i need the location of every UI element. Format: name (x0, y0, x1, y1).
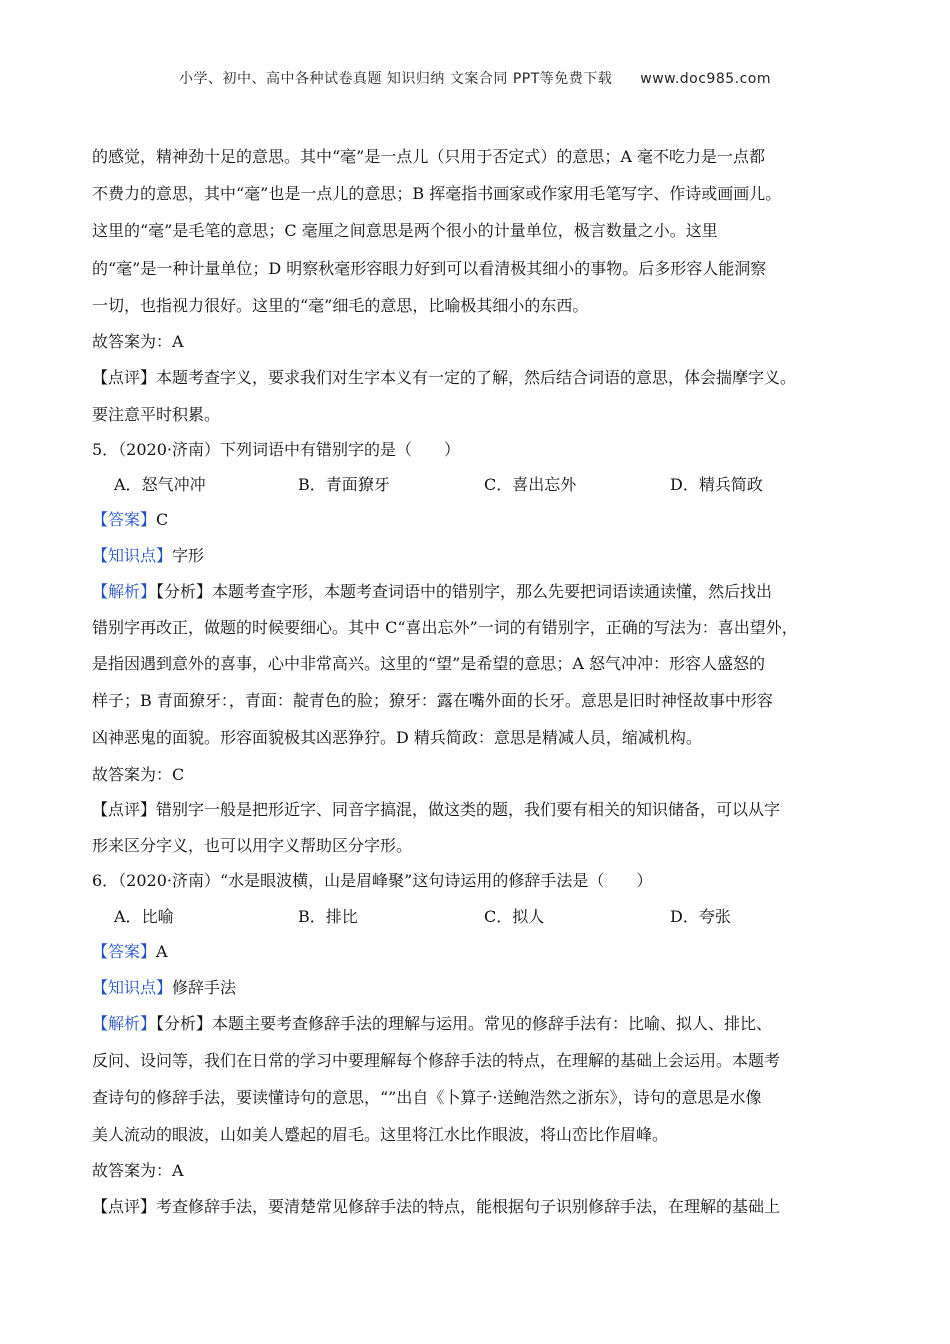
q5-comment-line: 形来区分字义，也可以用字义帮助区分字形。 (92, 836, 413, 855)
q5-option-b (298, 474, 390, 496)
comment-line (92, 367, 796, 389)
analysis-text: 【分析】本题考查字形，本题考查词语中的错别字，那么先要把词语读通读懂，然后找出 (156, 582, 773, 601)
option-letter: C． (484, 475, 513, 494)
q5-option-a (114, 474, 206, 496)
q6-analysis-line: 美人流动的眼波，山如美人蹙起的眉毛。这里将江水比作眼波，将山峦比作眉峰。 (92, 1125, 669, 1144)
knowledge-tag: 【知识点】 (92, 546, 173, 565)
q5-analysis-line: 样子；B 青面獠牙：，青面：靛青色的脸；獠牙：露在嘴外面的长牙。意思是旧时神怪故事中形容 (92, 691, 773, 710)
option-text: 精兵简政 (698, 475, 763, 494)
q6-analysis-line: 反问、设问等，我们在日常的学习中要理解每个修辞手法的特点，在理解的基础上会运用。本题考 (92, 1051, 781, 1070)
body-line: 不费力的意思，其中“毫”也是一点儿的意思；B 挥毫指书画家或作家用毛笔写字、作诗或画画儿。 (92, 184, 782, 203)
comment-text: 本题考查字义，要求我们对生字本义有一定的了解，然后结合词语的意思，体会揣摩字义。 (156, 368, 797, 387)
answer-tag: 【答案】 (92, 510, 157, 529)
q6-comment-line (92, 1196, 780, 1218)
comment-tag: 【点评】 (92, 368, 157, 387)
analysis-text: 【分析】本题主要考查修辞手法的理解与运用。常见的修辞手法有：比喻、拟人、排比、 (156, 1014, 773, 1033)
option-text: 青面獠牙 (325, 475, 390, 494)
header-site: www.doc985.com (640, 71, 772, 87)
option-letter: B． (298, 907, 326, 926)
q6-analysis-line (92, 1013, 772, 1035)
option-letter: D． (670, 475, 699, 494)
option-text: 夸张 (698, 907, 731, 926)
body-line: 这里的“毫”是毛笔的意思；C 毫厘之间意思是两个很小的计量单位，极言数量之小。这里 (92, 221, 718, 240)
q5-analysis-line (92, 581, 772, 603)
q6-final-answer: 故答案为：A (92, 1161, 184, 1180)
question-5-stem: 5．（2020·济南）下列词语中有错别字的是（ ） (92, 440, 460, 459)
body-line: 的感觉，精神劲十足的意思。其中“毫”是一点儿（只用于否定式）的意思；A 毫不吃力是一点都 (92, 147, 766, 166)
q5-analysis-line: 凶神恶鬼的面貌。形容面貌极其凶恶狰狞。D 精兵简政：意思是精减人员，缩减机构。 (92, 728, 702, 747)
body-line: 一切，也指视力很好。这里的“毫”细毛的意思，比喻极其细小的东西。 (92, 296, 589, 315)
q6-option-b (298, 906, 358, 928)
analysis-tag: 【解析】 (92, 582, 157, 601)
comment-tag: 【点评】 (92, 800, 157, 819)
q5-analysis-line: 错别字再改正，做题的时候要细心。其中 C“喜出忘外”一词的有错别字，正确的写法为：喜出望外， (92, 618, 798, 637)
option-letter: A． (114, 907, 142, 926)
answer-value: A (156, 942, 168, 961)
answer-value: C (156, 510, 169, 529)
option-letter: D． (670, 907, 699, 926)
question-6-stem: 6．（2020·济南）“水是眼波横，山是眉峰聚”这句诗运用的修辞手法是（ ） (92, 871, 653, 890)
option-letter: B． (298, 475, 326, 494)
header-text: 小学、初中、高中各种试卷真题 知识归纳 文案合同 PPT等免费下载 (178, 71, 613, 87)
q6-answer (92, 941, 168, 963)
option-letter: C． (484, 907, 513, 926)
knowledge-tag: 【知识点】 (92, 978, 173, 997)
q6-analysis-line: 查诗句的修辞手法，要读懂诗句的意思，“”出自《卜算子·送鲍浩然之浙东》，诗句的意思是水像 (92, 1088, 762, 1107)
option-text: 比喻 (141, 907, 174, 926)
option-letter: A． (114, 475, 142, 494)
option-text: 排比 (325, 907, 358, 926)
q6-knowledge (92, 977, 236, 999)
knowledge-value: 修辞手法 (172, 978, 237, 997)
comment-line: 要注意平时积累。 (92, 405, 221, 424)
q6-option-d (670, 906, 731, 928)
option-text: 怒气冲冲 (141, 475, 206, 494)
option-text: 拟人 (512, 907, 545, 926)
q5-final-answer: 故答案为：C (92, 765, 185, 784)
answer-line: 故答案为：A (92, 332, 184, 351)
q5-option-c (484, 474, 576, 496)
q6-option-c (484, 906, 544, 928)
answer-tag: 【答案】 (92, 942, 157, 961)
comment-text: 考查修辞手法，要清楚常见修辞手法的特点，能根据句子识别修辞手法，在理解的基础上 (156, 1197, 781, 1216)
option-text: 喜出忘外 (512, 475, 577, 494)
q6-option-a (114, 906, 174, 928)
comment-text: 错别字一般是把形近字、同音字搞混，做这类的题，我们要有相关的知识储备，可以从字 (156, 800, 781, 819)
knowledge-value: 字形 (172, 546, 205, 565)
q5-knowledge (92, 545, 204, 567)
page-header (0, 68, 950, 88)
comment-tag: 【点评】 (92, 1197, 157, 1216)
q5-answer (92, 509, 168, 531)
analysis-tag: 【解析】 (92, 1014, 157, 1033)
body-line: 的“毫”是一种计量单位；D 明察秋毫形容眼力好到可以看清极其细小的事物。后多形容人能洞察 (92, 259, 767, 278)
q5-comment-line (92, 799, 780, 821)
q5-option-d (670, 474, 763, 496)
q5-analysis-line: 是指因遇到意外的喜事，心中非常高兴。这里的“望”是希望的意思；A 怒气冲冲：形容人盛怒的 (92, 654, 766, 673)
